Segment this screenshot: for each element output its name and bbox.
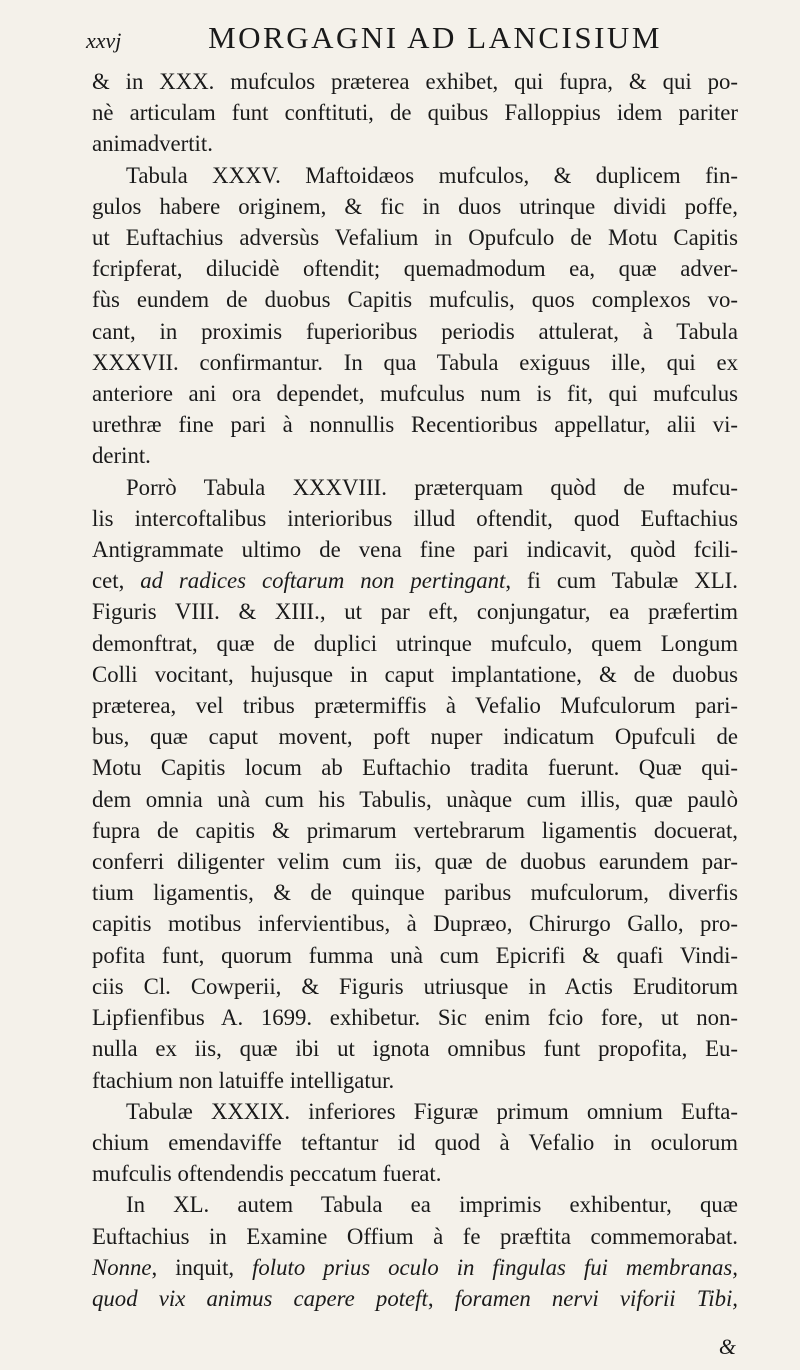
text-line bbox=[92, 316, 738, 347]
line-text: Tabulæ XXXIX. inferiores Figuræ primum omnium Eufta- bbox=[126, 1098, 738, 1124]
line-text: ftachium non latuiffe intelligatur. bbox=[92, 1067, 395, 1093]
text-line bbox=[92, 815, 738, 846]
text-line bbox=[92, 877, 738, 908]
line-text: , fi cum Tabulæ XLI. bbox=[505, 568, 738, 594]
italic-text: quod vix animus capere poteft bbox=[92, 1285, 428, 1311]
text-line bbox=[92, 908, 738, 939]
line-text: , bbox=[427, 1285, 455, 1311]
text-line bbox=[92, 1033, 738, 1064]
text-line bbox=[92, 222, 738, 253]
text-line bbox=[92, 1096, 738, 1127]
running-head: MORGAGNI AD LANCISIUM bbox=[208, 20, 662, 55]
line-text: fcripferat, dilucidè oftendit; quemadmodum ea, quæ adver- bbox=[92, 256, 738, 282]
italic-text: foluto prius oculo in fingulas fui membranas, bbox=[252, 1254, 738, 1280]
text-line bbox=[92, 752, 738, 783]
line-text: Colli vocitant, hujusque in caput implantatione, & de duobus bbox=[92, 661, 738, 687]
italic-text: Nonne bbox=[92, 1254, 152, 1280]
catchword: & bbox=[718, 1334, 736, 1359]
text-line bbox=[92, 596, 738, 627]
line-text: demonftrat, quæ de duplici utrinque mufculo, quem Longum bbox=[92, 630, 738, 656]
text-line bbox=[92, 784, 738, 815]
text-line bbox=[92, 472, 738, 503]
text-line bbox=[92, 160, 738, 191]
line-text: derint. bbox=[92, 443, 151, 469]
line-text: nè articulam funt conftituti, de quibus Falloppius idem pariter bbox=[92, 100, 738, 126]
text-line bbox=[92, 721, 738, 752]
text-line bbox=[92, 1065, 738, 1096]
text-line bbox=[92, 378, 738, 409]
body-text bbox=[92, 66, 738, 1314]
text-line bbox=[92, 66, 738, 97]
line-text: gulos habere originem, & fic in duos utrinque dividi poffe, bbox=[92, 193, 738, 219]
line-text: In XL. autem Tabula ea imprimis exhibentur, quæ bbox=[126, 1192, 738, 1218]
page-number: xxvj bbox=[86, 28, 122, 53]
text-line bbox=[92, 409, 738, 440]
line-text: fùs eundem de duobus Capitis mufculis, quos complexos vo- bbox=[92, 287, 738, 313]
line-text: Euftachius in Examine Offium à fe præftita commemorabat. bbox=[92, 1223, 738, 1249]
text-line bbox=[92, 659, 738, 690]
line-text: capitis motibus infervientibus, à Dupræo, Chirurgo Gallo, pro- bbox=[92, 911, 738, 937]
line-text: urethræ fine pari à nonnullis Recentioribus appellatur, alii vi- bbox=[92, 412, 738, 438]
text-line bbox=[92, 503, 738, 534]
line-text: Lipfienfibus A. 1699. exhibetur. Sic enim fcio fore, ut non- bbox=[92, 1005, 738, 1031]
text-line bbox=[92, 1002, 738, 1033]
text-line bbox=[92, 128, 738, 159]
line-text: Motu Capitis locum ab Euftachio tradita fuerunt. Quæ qui- bbox=[92, 755, 738, 781]
line-text: præterea, vel tribus prætermiffis à Vefalio Mufculorum pari- bbox=[92, 693, 738, 719]
text-line bbox=[92, 1221, 738, 1252]
line-text: , inquit, bbox=[151, 1254, 253, 1280]
text-line bbox=[92, 565, 738, 596]
text-line bbox=[92, 534, 738, 565]
line-text: chium emendaviffe teftantur id quod à Vefalio in oculorum bbox=[92, 1129, 738, 1155]
text-line bbox=[92, 1158, 738, 1189]
line-text: lis intercoftalibus interioribus illud oftendit, quod Euftachius bbox=[92, 505, 738, 531]
italic-text: foramen nervi viforii Tibi, bbox=[454, 1285, 738, 1311]
text-line bbox=[92, 971, 738, 1002]
text-line bbox=[92, 253, 738, 284]
line-text: pofita funt, quorum fumma unà cum Epicrifi & quafi Vindi- bbox=[92, 942, 738, 968]
text-line bbox=[92, 940, 738, 971]
line-text: cant, in proximis fuperioribus periodis attulerat, à Tabula bbox=[92, 318, 738, 344]
line-text: Figuris VIII. & XIII., ut par eft, conjungatur, ea præfertim bbox=[92, 599, 738, 625]
text-line bbox=[92, 191, 738, 222]
text-line bbox=[92, 846, 738, 877]
line-text: Porrò Tabula XXXVIII. præterquam quòd de mufcu- bbox=[126, 474, 738, 500]
text-line bbox=[92, 284, 738, 315]
text-line bbox=[92, 1189, 738, 1220]
text-line bbox=[92, 690, 738, 721]
page-header bbox=[86, 20, 738, 66]
text-line bbox=[92, 628, 738, 659]
line-text: tium ligamentis, & de quinque paribus mufculorum, diverfis bbox=[92, 880, 738, 906]
line-text: cet, bbox=[92, 568, 141, 594]
line-text: nulla ex iis, quæ ibi ut ignota omnibus funt propofita, Eu- bbox=[92, 1036, 738, 1062]
line-text: conferri diligenter velim cum iis, quæ de duobus earundem par- bbox=[92, 849, 738, 875]
line-text: mufculis oftendendis peccatum fuerat. bbox=[92, 1161, 442, 1187]
italic-text: ad radices coftarum non pertingant bbox=[140, 568, 506, 594]
line-text: & in XXX. mufculos præterea exhibet, qui fupra, & qui po- bbox=[92, 69, 738, 94]
line-text: bus, quæ caput movent, poft nuper indicatum Opufculi de bbox=[92, 724, 738, 750]
text-line bbox=[92, 97, 738, 128]
line-text: dem omnia unà cum his Tabulis, unàque cum illis, quæ paulò bbox=[92, 786, 738, 812]
text-line bbox=[92, 1127, 738, 1158]
line-text: ut Euftachius adversùs Vefalium in Opufculo de Motu Capitis bbox=[92, 225, 738, 251]
line-text: Tabula XXXV. Maftoidæos mufculos, & duplicem fin- bbox=[126, 162, 738, 188]
line-text: XXXVII. confirmantur. In qua Tabula exiguus ille, qui ex bbox=[92, 349, 738, 375]
line-text: Antigrammate ultimo de vena fine pari indicavit, quòd fcili- bbox=[92, 537, 738, 563]
text-line bbox=[92, 1252, 738, 1283]
line-text: fupra de capitis & primarum vertebrarum ligamentis docuerat, bbox=[92, 817, 738, 843]
text-line bbox=[92, 440, 738, 471]
line-text: animadvertit. bbox=[92, 131, 213, 157]
text-line bbox=[92, 1283, 738, 1314]
text-line bbox=[92, 347, 738, 378]
line-text: anteriore ani ora dependet, mufculus num is fit, qui mufculus bbox=[92, 381, 738, 407]
line-text: ciis Cl. Cowperii, & Figuris utriusque in Actis Eruditorum bbox=[92, 973, 738, 999]
